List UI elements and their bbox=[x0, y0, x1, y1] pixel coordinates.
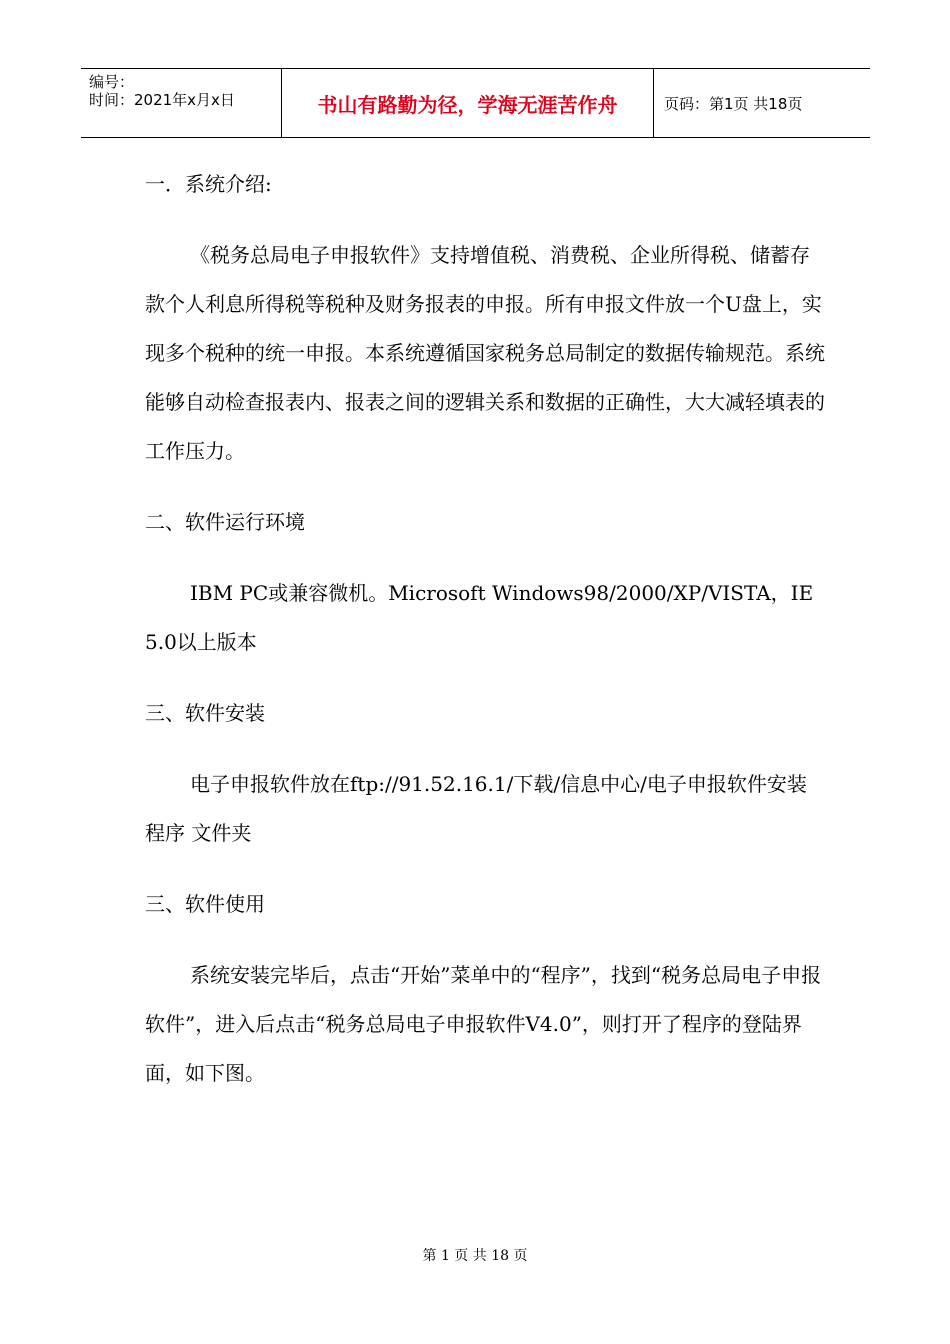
section-paragraph-environment: IBM PC或兼容微机。Microsoft Windows98/2000/XP/VISTA，IE 5.0以上版本 bbox=[145, 581, 814, 654]
section-heading-intro: 一．系统介绍: bbox=[145, 172, 272, 196]
section-heading-install: 三、软件安装 bbox=[145, 701, 265, 725]
section-paragraph-intro: 《税务总局电子申报软件》支持增值税、消费税、企业所得税、储蓄存款个人利息所得税等税种及财务报表的申报。所有申报文件放一个U盘上，实现多个税种的统一申报。本系统遵循国家税务总局制定的数据传输规范。系统能够自动检查报表内、报表之间的逻辑关系和数据的正确性，大大减轻填表的工作压力。 bbox=[145, 243, 825, 463]
page-footer-number: 第 1 页 共 18 页 bbox=[422, 1248, 528, 1264]
page-header bbox=[81, 68, 870, 138]
section-paragraph-usage: 系统安装完毕后，点击“开始”菜单中的“程序”，找到“税务总局电子申报软件”，进入后点击“税务总局电子申报软件V4.0”，则打开了程序的登陆界面，如下图。 bbox=[145, 963, 822, 1085]
section-heading-environment: 二、软件运行环境 bbox=[145, 510, 305, 534]
header-motto: 书山有路勤为径，学海无涯苦作舟 bbox=[282, 69, 654, 137]
section-heading-usage: 三、软件使用 bbox=[145, 892, 265, 916]
document-time-label: 时间：2021年x月x日 bbox=[89, 91, 235, 109]
document-body bbox=[145, 160, 825, 1098]
header-page-code: 页码：第1页 共18页 bbox=[664, 94, 803, 113]
section-paragraph-install: 电子申报软件放在ftp://91.52.16.1/下载/信息中心/电子申报软件安装程序 文件夹 bbox=[145, 772, 807, 845]
document-number-label: 编号： bbox=[89, 73, 135, 91]
header-meta-cell bbox=[81, 69, 282, 137]
